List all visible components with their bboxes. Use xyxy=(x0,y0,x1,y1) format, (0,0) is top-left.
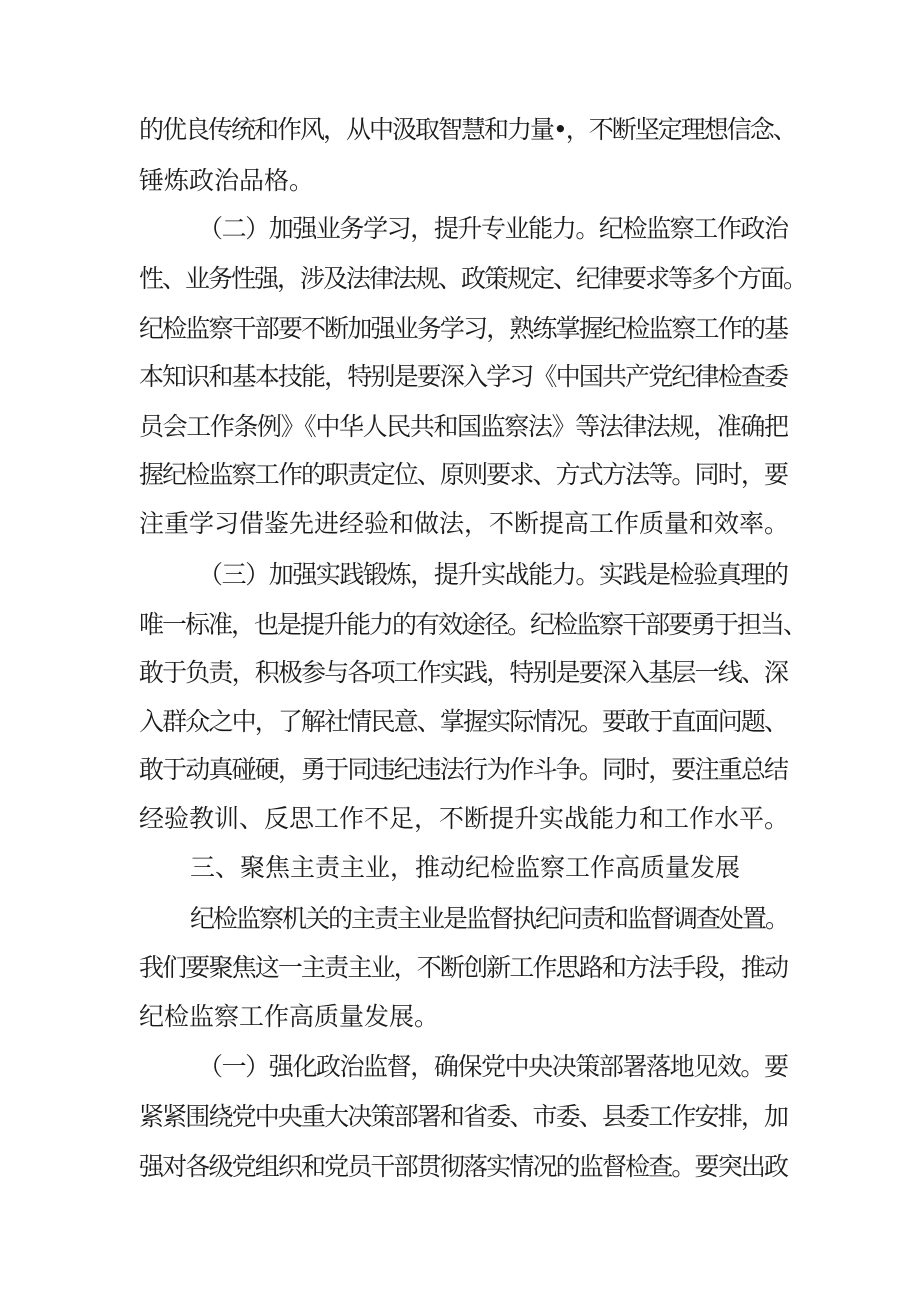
text-line: （三）加强实践锻炼，提升实战能力。实践是检验真理的 xyxy=(198,560,788,589)
text-line: 本知识和基本技能，特别是要深入学习《中国共产党纪律检查委 xyxy=(139,362,788,391)
text-line: 性、业务性强，涉及法律法规、政策规定、纪律要求等多个方面。 xyxy=(139,264,807,293)
text-line: 纪检监察干部要不断加强业务学习，熟练掌握纪检监察工作的基 xyxy=(139,314,788,343)
text-line: 入群众之中，了解社情民意、掌握实际情况。要敢于直面问题、 xyxy=(139,707,788,736)
text-line: （一）强化政治监督，确保党中央决策部署落地见效。要 xyxy=(198,1052,788,1081)
text-line: 我们要聚焦这一主责主业，不断创新工作思路和方法手段，推动 xyxy=(139,953,788,982)
text-line: 敢于动真碰硬，勇于同违纪违法行为作斗争。同时，要注重总结 xyxy=(139,755,788,784)
text-line: 唯一标准，也是提升能力的有效途径。纪检监察干部要勇于担当、 xyxy=(139,610,807,639)
text-line: 纪检监察工作高质量发展。 xyxy=(139,1002,440,1031)
text-line: 敢于负责，积极参与各项工作实践，特别是要深入基层一线、深 xyxy=(139,658,788,687)
text-line: 强对各级党组织和党员干部贯彻落实情况的监督检查。要突出政 xyxy=(139,1152,788,1181)
text-line: 经验教训、反思工作不足，不断提升实战能力和工作水平。 xyxy=(139,804,790,833)
text-line: 注重学习借鉴先进经验和做法，不断提高工作质量和效率。 xyxy=(139,509,790,538)
text-line: 纪检监察机关的主责主业是监督执纪问责和监督调查处置。 xyxy=(190,904,789,933)
text-line: 握纪检监察工作的职责定位、原则要求、方式方法等。同时，要 xyxy=(139,460,788,489)
text-line: 的优良传统和作风，从中汲取智慧和力量•，不断坚定理想信念、 xyxy=(139,115,796,144)
text-line: 紧紧围绕党中央重大决策部署和省委、市委、县委工作安排，加 xyxy=(139,1102,788,1131)
text-line: 锤炼政治品格。 xyxy=(139,166,315,195)
section-heading: 三、聚焦主责主业，推动纪检监察工作高质量发展 xyxy=(190,853,741,882)
text-line: 员会工作条例》《中华人民共和国监察法》等法律法规，准确把 xyxy=(139,412,788,441)
text-line: （二）加强业务学习，提升专业能力。纪检监察工作政治 xyxy=(198,214,788,243)
